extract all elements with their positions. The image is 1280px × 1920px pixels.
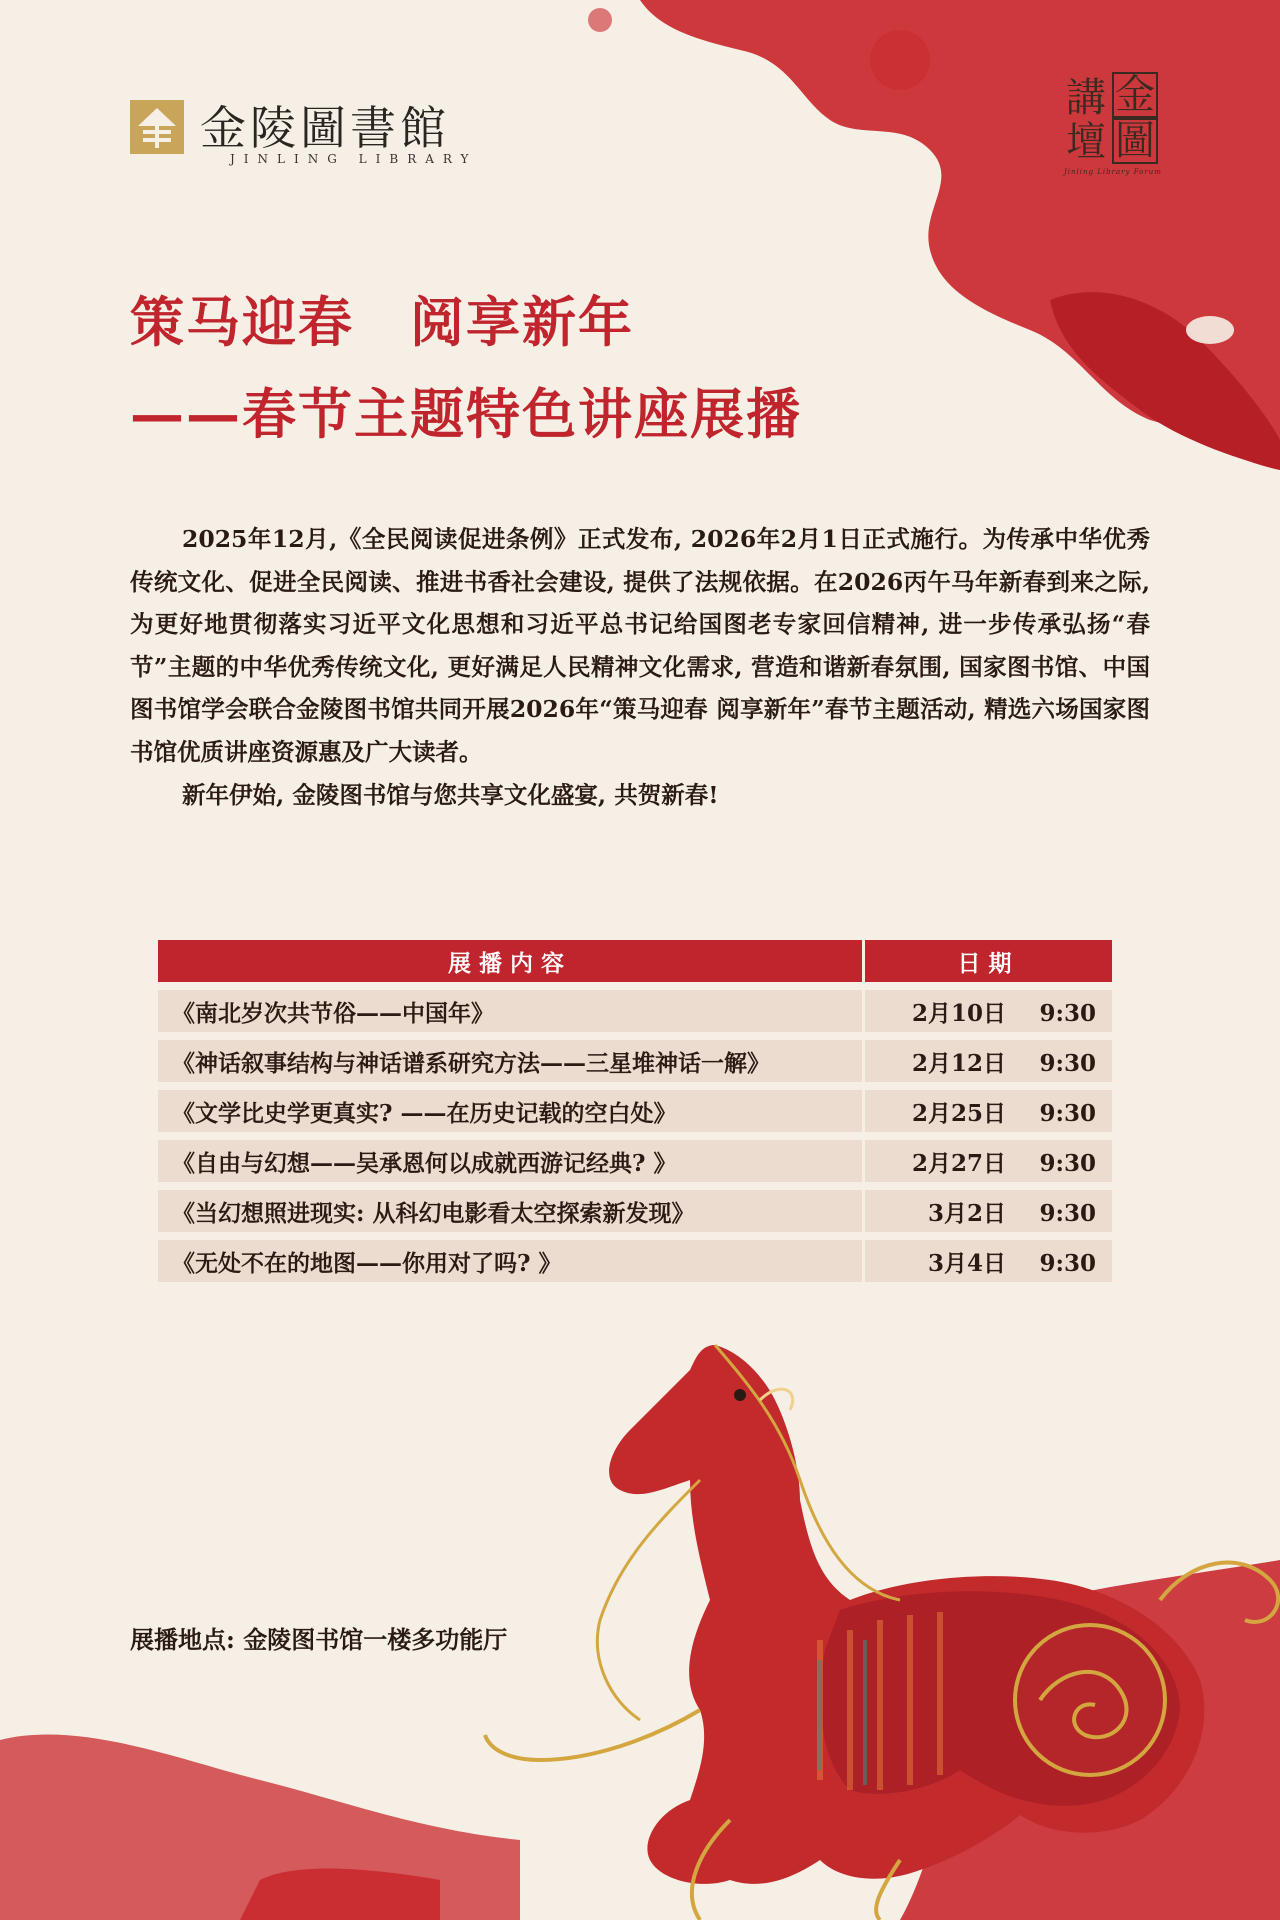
lecture-day: 2月25日 [911,1099,1006,1127]
lecture-day: 3月2日 [927,1199,1006,1227]
table-row [158,1040,1112,1082]
lecture-date [862,990,1112,1032]
lecture-date [862,1190,1112,1232]
intro-paragraph-1: 2025年12月,《全民阅读促进条例》正式发布, 2026年2月1日正式施行。为传承中华优秀传统文化、促进全民阅读、推进书香社会建设, 提供了法规依据。在2026丙午马年新春到来之际, 为更好地贯彻落实习近平文化思想和习近平总书记给国图老专家回信精神, 进一步传承弘扬“春节”主题的中华优秀传统文化, 更好满足人民精神文化需求, 营造和谐新春氛围, 国家图书馆、中国图书馆学会联合金陵图书馆共同开展2026年“策马迎春 阅享新年”春节主题活动, 精选六场国家图书馆优质讲座资源惠及广大读者。 [130,525,1150,766]
library-name-english: JINLING LIBRARY [230,152,478,166]
lecture-date [862,1240,1112,1282]
table-row [158,1140,1112,1182]
lecture-time: 9:30 [1039,1249,1096,1277]
lecture-day: 3月4日 [927,1249,1006,1277]
lecture-day: 2月27日 [911,1149,1006,1177]
lecture-day: 2月10日 [911,999,1006,1027]
intro-text [130,518,1150,816]
lecture-title: 《无处不在的地图——你用对了吗? 》 [158,1240,862,1282]
seal-caption: Jinling Library Forum [1064,168,1162,176]
lecture-time: 9:30 [1039,1149,1096,1177]
lecture-date [862,1090,1112,1132]
seal-char-jiang: 講 [1066,75,1106,121]
lecture-day: 2月12日 [911,1049,1006,1077]
poster-title [130,276,802,460]
lecture-time: 9:30 [1039,1049,1096,1077]
library-logo [130,96,478,176]
lecture-date [862,1040,1112,1082]
lecture-title: 《神话叙事结构与神话谱系研究方法——三星堆神话一解》 [158,1040,862,1082]
lecture-forum-seal [1064,72,1160,184]
intro-paragraph-2: 新年伊始, 金陵图书馆与您共享文化盛宴, 共贺新春! [182,780,719,809]
header-content: 展播内容 [158,940,862,982]
lecture-title: 《文学比史学更真实? ——在历史记载的空白处》 [158,1090,862,1132]
lecture-time: 9:30 [1039,999,1096,1027]
title-line-2: ——春节主题特色讲座展播 [130,382,802,446]
table-row [158,1190,1112,1232]
lecture-title: 《南北岁次共节俗——中国年》 [158,990,862,1032]
library-emblem-icon [130,100,184,154]
venue-text: 展播地点: 金陵图书馆一楼多功能厅 [130,1625,508,1654]
lecture-title: 《当幻想照进现实: 从科幻电影看太空探索新发现》 [158,1190,862,1232]
table-header-row [158,940,1112,982]
lecture-time: 9:30 [1039,1099,1096,1127]
lecture-schedule-table [158,932,1112,1290]
title-line-1: 策马迎春 阅享新年 [130,290,634,354]
lecture-date [862,1140,1112,1182]
table-row [158,1240,1112,1282]
table-row [158,990,1112,1032]
lecture-time: 9:30 [1039,1199,1096,1227]
header-date: 日期 [862,940,1112,982]
seal-char-tu: 圖 [1112,118,1158,164]
seal-char-jin: 金 [1112,72,1158,118]
library-name-chinese: 金陵圖書館 [200,101,450,155]
seal-char-tan: 壇 [1066,119,1106,165]
lecture-title: 《自由与幻想——吴承恩何以成就西游记经典? 》 [158,1140,862,1182]
table-row [158,1090,1112,1132]
